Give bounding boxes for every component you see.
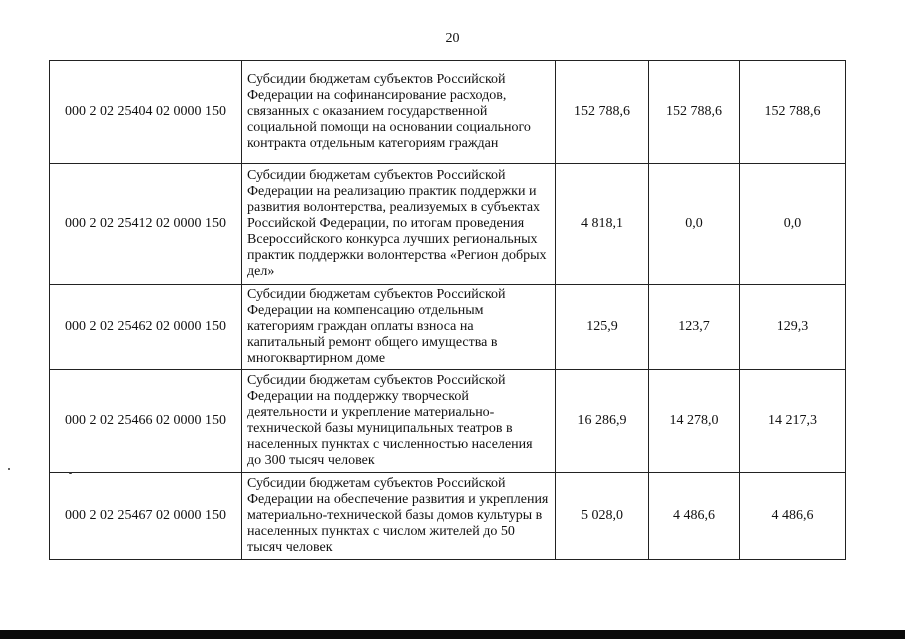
value-col-1: 16 286,9 (556, 370, 649, 473)
value-col-1: 125,9 (556, 285, 649, 370)
table-row (50, 473, 846, 560)
budget-code: 000 2 02 25462 02 0000 150 (50, 285, 242, 370)
row-description: Субсидии бюджетам субъектов Российской Федерации на софинансирование расходов, связанных с оказанием государственной социальной помощи на основании социального контракта отдельным категориям граждан (242, 61, 556, 164)
value-col-2: 4 486,6 (649, 473, 740, 560)
row-description: Субсидии бюджетам субъектов Российской Федерации на обеспечение развития и укрепления материально-технической базы домов культуры в населенных пунктах с числом жителей до 50 тысяч человек (242, 473, 556, 560)
value-col-1: 4 818,1 (556, 164, 649, 285)
value-col-3: 0,0 (740, 164, 846, 285)
value-col-2: 152 788,6 (649, 61, 740, 164)
table-row (50, 370, 846, 473)
value-col-1: 5 028,0 (556, 473, 649, 560)
value-col-3: 129,3 (740, 285, 846, 370)
budget-code: 000 2 02 25467 02 0000 150 (50, 473, 242, 560)
value-col-2: 14 278,0 (649, 370, 740, 473)
value-col-3: 14 217,3 (740, 370, 846, 473)
value-col-2: 0,0 (649, 164, 740, 285)
scan-speck (69, 472, 72, 474)
value-col-3: 152 788,6 (740, 61, 846, 164)
row-description: Субсидии бюджетам субъектов Российской Федерации на реализацию практик поддержки и развития волонтерства, реализуемых в субъектах Российской Федерации, по итогам проведения Всероссийского конкурса лучших региональных практик поддержки волонтерства «Регион добрых дел» (242, 164, 556, 285)
scan-speck (8, 468, 10, 470)
budget-table (49, 60, 846, 560)
value-col-2: 123,7 (649, 285, 740, 370)
table-row (50, 164, 846, 285)
row-description: Субсидии бюджетам субъектов Российской Федерации на поддержку творческой деятельности и укрепление материально-технической базы муниципальных театров в населенных пунктах с численностью населения до 300 тысяч человек (242, 370, 556, 473)
value-col-3: 4 486,6 (740, 473, 846, 560)
budget-code: 000 2 02 25466 02 0000 150 (50, 370, 242, 473)
page-number: 20 (445, 31, 460, 46)
scan-edge-bar (0, 630, 905, 639)
table-row (50, 61, 846, 164)
table-row (50, 285, 846, 370)
budget-code: 000 2 02 25412 02 0000 150 (50, 164, 242, 285)
budget-code: 000 2 02 25404 02 0000 150 (50, 61, 242, 164)
row-description: Субсидии бюджетам субъектов Российской Федерации на компенсацию отдельным категориям граждан оплаты взноса на капитальный ремонт общего имущества в многоквартирном доме (242, 285, 556, 370)
value-col-1: 152 788,6 (556, 61, 649, 164)
